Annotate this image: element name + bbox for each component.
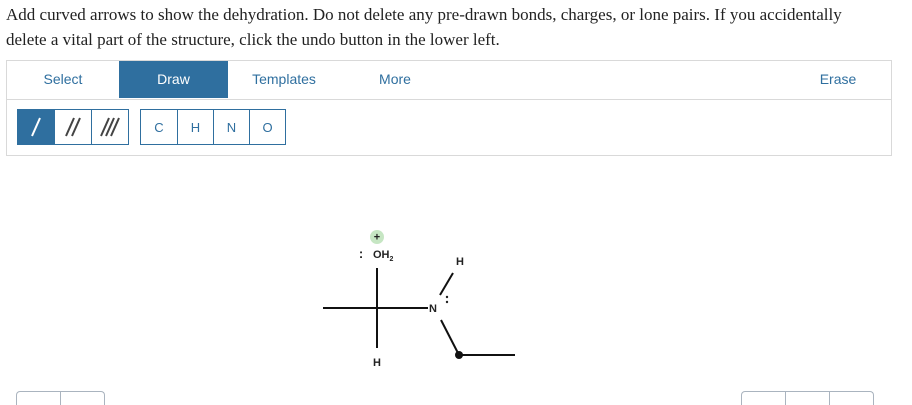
instructions — [6, 2, 906, 52]
triple-bond-icon — [99, 116, 121, 138]
nitrogen-lone-pair-dot — [446, 296, 448, 298]
tab-more[interactable]: More — [379, 71, 411, 87]
triple-bond-button[interactable] — [92, 110, 128, 144]
zoom-out-button[interactable] — [742, 392, 786, 405]
tab-templates[interactable]: Templates — [252, 71, 316, 87]
n-h-bond[interactable] — [440, 273, 453, 295]
atom-button-n[interactable]: N — [214, 110, 250, 144]
atom-button-o[interactable]: O — [262, 119, 273, 135]
bond-tool-group — [17, 109, 129, 145]
undo-redo-controls[interactable] — [16, 391, 105, 405]
atom-button-c[interactable]: C — [141, 110, 178, 144]
instructions-line-2: delete a vital part of the structure, click the undo button in the lower left. — [6, 30, 500, 49]
oxygen-lone-pair[interactable]: : — [358, 246, 364, 261]
atom-button-h[interactable]: H — [178, 110, 214, 144]
carbon-atom-dot[interactable] — [455, 351, 463, 359]
oh2-label[interactable]: $OH_2$ — [373, 249, 394, 263]
tab-select[interactable]: Select — [43, 71, 83, 87]
atom-tool-group — [140, 109, 286, 145]
zoom-in-button[interactable] — [830, 392, 873, 405]
instructions-line-1: Add curved arrows to show the dehydration. Do not delete any pre-drawn bonds, charges, or lone pairs. If you accidentally — [6, 5, 842, 24]
drawing-toolbar — [6, 60, 892, 156]
hydrogen-top-label[interactable]: H — [456, 256, 464, 268]
zoom-controls[interactable] — [741, 391, 874, 405]
tab-erase[interactable]: Erase — [819, 71, 857, 87]
tab-draw[interactable]: Draw — [119, 61, 228, 98]
nitrogen-label[interactable]: N — [429, 303, 437, 315]
redo-button[interactable] — [61, 392, 104, 405]
undo-button[interactable] — [17, 392, 61, 405]
n-c-bond[interactable] — [441, 320, 459, 355]
positive-charge: + — [373, 231, 381, 244]
molecule-structure — [0, 160, 912, 398]
zoom-reset-button[interactable] — [786, 392, 830, 405]
double-bond-icon — [64, 116, 82, 138]
hydrogen-bottom-label[interactable]: H — [373, 357, 381, 369]
nitrogen-lone-pair-dot — [446, 301, 448, 303]
double-bond-button[interactable] — [55, 110, 91, 144]
single-bond-icon — [28, 116, 44, 138]
tab-bar — [7, 61, 891, 100]
drawing-canvas[interactable] — [0, 160, 912, 398]
single-bond-button[interactable] — [18, 110, 55, 144]
